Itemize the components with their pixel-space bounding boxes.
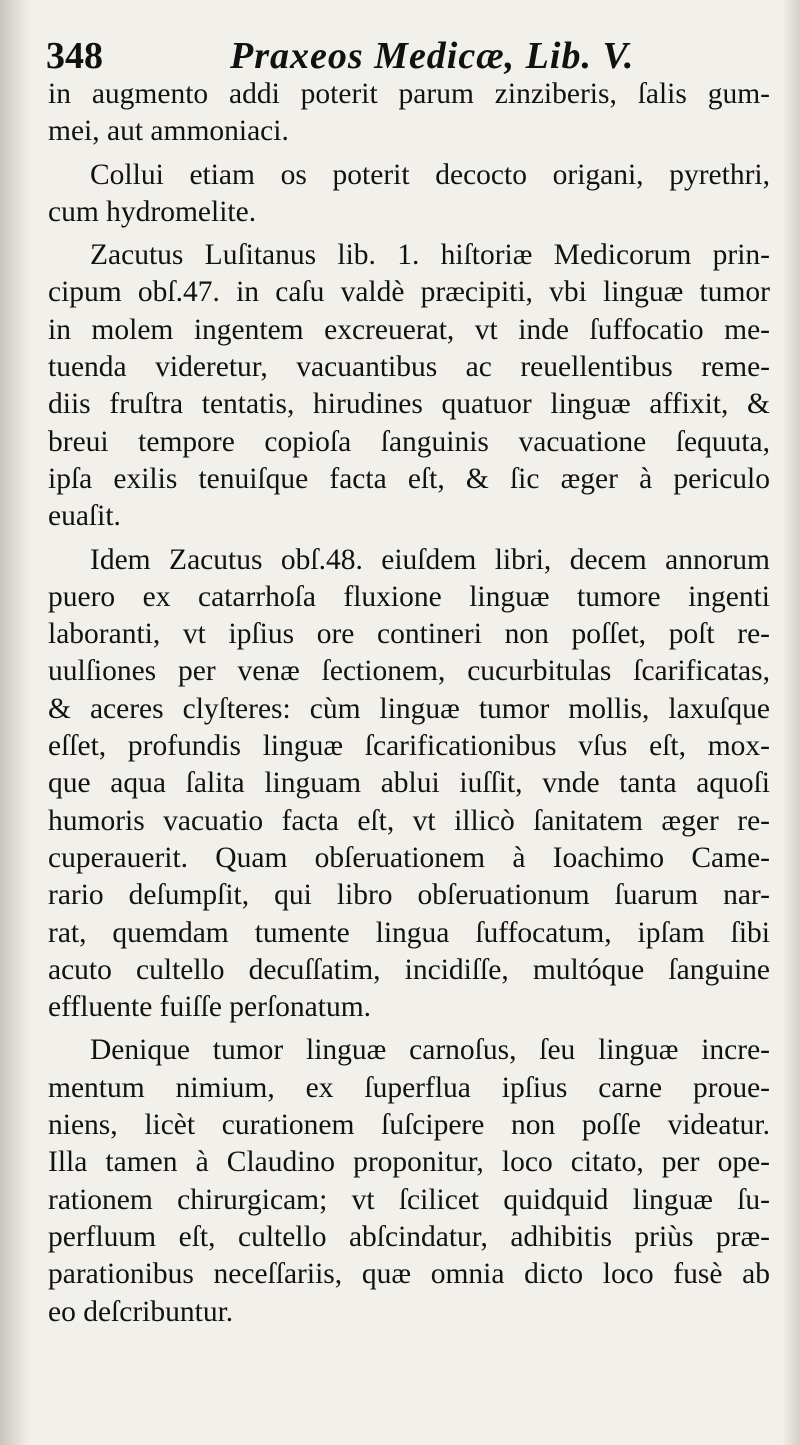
text-line: niens, licèt curationem ſuſcipere non poſſe videatur. — [48, 1109, 770, 1142]
text-line: cuperauerit. Quam obſeruationem à Ioachimo Came- — [48, 841, 770, 874]
text-line: ipſa exilis tenuiſque facta eſt, & ſic æger à periculo — [48, 462, 770, 495]
text-line: cum hydromelite. — [48, 195, 257, 228]
text-line: acuto cultello decuſſatim, incidiſſe, multóque ſanguine — [48, 953, 770, 986]
paragraph — [48, 237, 770, 535]
text-line: in molem ingentem excreuerat, vt inde ſuffocatio me- — [48, 313, 770, 346]
paragraph — [48, 157, 770, 232]
text-line: cipum obſ.47. in caſu valdè præcipiti, vbi linguæ tumor — [48, 276, 770, 309]
text-line: & aceres clyſteres: cùm linguæ tumor mollis, laxuſque — [48, 692, 770, 725]
text-line: tuenda videretur, vacuantibus ac reuellentibus reme- — [48, 351, 770, 384]
text-line: diis fruſtra tentatis, hirudines quatuor linguæ affixit, & — [48, 388, 770, 421]
text-line: Collui etiam os poterit decocto origani, pyrethri, — [90, 158, 770, 191]
edge-shadow — [782, 0, 800, 1445]
text-line: breui tempore copioſa ſanguinis vacuatione ſequuta, — [48, 425, 770, 458]
paragraph — [48, 542, 770, 1027]
gutter-shadow — [0, 0, 30, 1445]
text-line: uulſiones per venæ ſectionem, cucurbitulas ſcarificatas, — [48, 655, 770, 688]
text-line: eſſet, profundis linguæ ſcarificationibus vſus eſt, mox- — [48, 730, 770, 763]
body-text — [48, 76, 770, 1331]
text-line: rationem chirurgicam; vt ſcilicet quidquid linguæ ſu- — [48, 1183, 770, 1216]
paragraph — [48, 76, 770, 151]
paragraph — [48, 1032, 770, 1330]
text-line: Zacutus Luſitanus lib. 1. hiſtoriæ Medicorum prin- — [90, 239, 770, 272]
text-line: mei, aut ammoniaci. — [48, 115, 289, 148]
text-line: perfluum eſt, cultello abſcindatur, adhibitis priùs præ- — [48, 1220, 770, 1253]
text-line: parationibus neceſſariis, quæ omnia dicto loco fusè ab — [48, 1258, 770, 1291]
text-line: rario deſumpſit, qui libro obſeruationum ſuarum nar- — [48, 879, 770, 912]
text-line: eo deſcribuntur. — [48, 1295, 234, 1328]
running-head: Praxeos Medicæ, Lib. V. — [230, 35, 635, 77]
text-line: humoris vacuatio facta eſt, vt illicò ſanitatem æger re- — [48, 804, 770, 837]
page-number: 348 — [46, 35, 103, 77]
text-line: euaſit. — [48, 500, 121, 533]
text-line: Idem Zacutus obſ.48. eiuſdem libri, decem annorum — [90, 543, 770, 576]
text-line: in augmento addi poterit parum zinziberis, ſalis gum- — [48, 78, 770, 110]
text-line: que aqua ſalita linguam ablui iuſſit, vnde tanta aquoſi — [48, 767, 770, 800]
text-line: rat, quemdam tumente lingua ſuffocatum, ipſam ſibi — [48, 916, 770, 949]
text-line: mentum nimium, ex ſuperflua ipſius carne proue- — [48, 1071, 770, 1104]
text-line: puero ex catarrhoſa fluxione linguæ tumore ingenti — [48, 580, 770, 613]
text-line: effluente fuiſſe perſonatum. — [48, 991, 372, 1024]
text-line: laboranti, vt ipſius ore contineri non poſſet, poſt re- — [48, 618, 770, 651]
text-line: Illa tamen à Claudino proponitur, loco citato, per ope- — [48, 1146, 770, 1179]
text-line: Denique tumor linguæ carnoſus, ſeu linguæ incre- — [90, 1034, 770, 1067]
